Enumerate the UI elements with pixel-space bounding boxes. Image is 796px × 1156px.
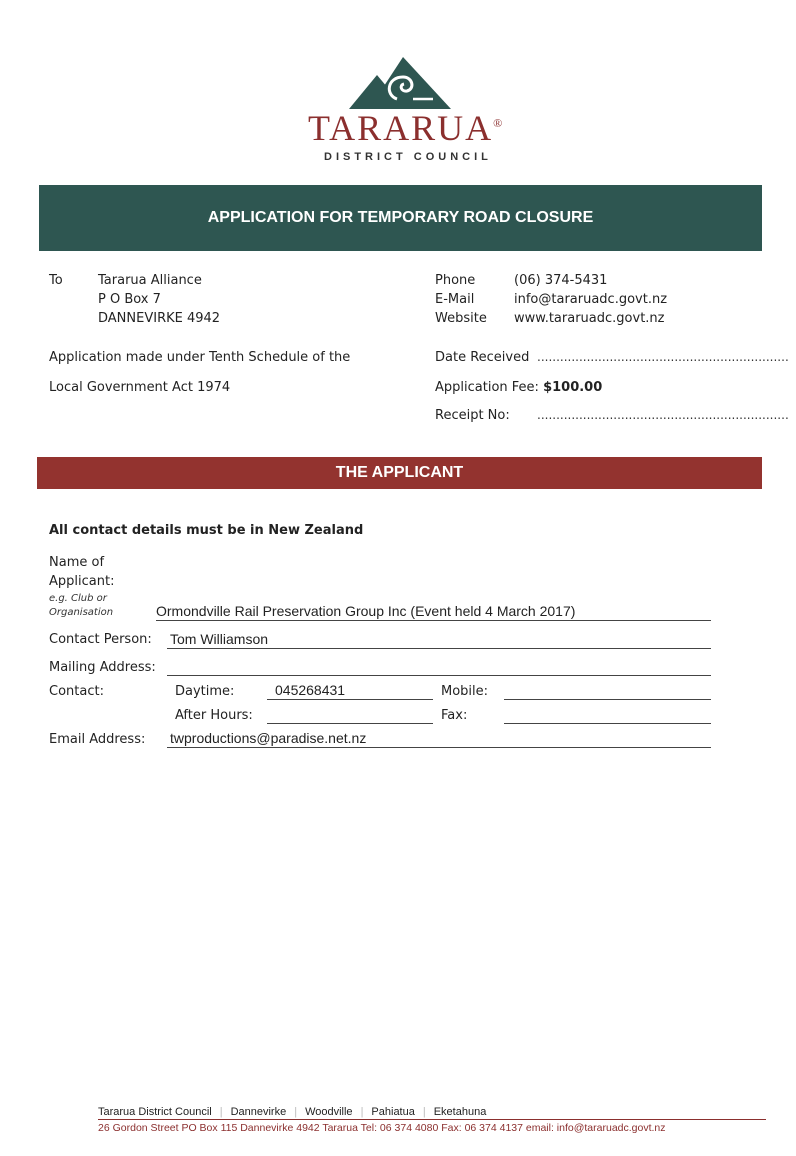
daytime-value[interactable]: 045268431 xyxy=(275,682,346,698)
name-hint-1: e.g. Club or xyxy=(49,593,107,604)
website-value: www.tararuadc.govt.nz xyxy=(514,311,665,326)
legal-line-1: Application made under Tenth Schedule of the xyxy=(49,350,351,365)
footer-org: Tararua District Council xyxy=(98,1106,212,1118)
fee-label: Application Fee: $100.00 xyxy=(435,380,603,395)
footer-town-3: Pahiatua xyxy=(371,1106,415,1118)
date-received-label: Date Received xyxy=(435,350,530,365)
phone-value: (06) 374-5431 xyxy=(514,273,608,288)
fax-line xyxy=(504,723,711,724)
to-line-1: Tararua Alliance xyxy=(98,273,202,288)
email-address-line xyxy=(167,747,711,748)
to-line-2: P O Box 7 xyxy=(98,292,161,307)
applicant-name-value[interactable]: Ormondville Rail Preservation Group Inc (Event held 4 March 2017) xyxy=(156,603,576,619)
phone-label: Phone xyxy=(435,273,476,288)
receipt-label: Receipt No: xyxy=(435,408,510,423)
logo-subtitle: DISTRICT COUNCIL xyxy=(324,151,492,163)
email-label: E-Mail xyxy=(435,292,475,307)
email-value: info@tararuadc.govt.nz xyxy=(514,292,668,307)
form-title: APPLICATION FOR TEMPORARY ROAD CLOSURE xyxy=(207,209,594,226)
name-hint-2: Organisation xyxy=(49,607,114,618)
applicant-heading: THE APPLICANT xyxy=(335,464,464,481)
footer-row-1: Tararua District Council | Dannevirke | Woodville | Pahiatua | Eketahuna xyxy=(98,1106,487,1118)
website-label: Website xyxy=(435,311,487,326)
footer-row-2: 26 Gordon Street PO Box 115 Dannevirke 4942 Tararua Tel: 06 374 4080 Fax: 06 374 4137 email: info@tararuadc.govt.nz xyxy=(98,1122,666,1134)
applicant-name-line xyxy=(156,620,711,621)
footer-town-4: Eketahuna xyxy=(433,1106,487,1118)
receipt-field[interactable]: .................................................................. xyxy=(537,408,789,422)
mailing-address-label: Mailing Address: xyxy=(49,660,156,675)
after-hours-label: After Hours: xyxy=(175,708,253,723)
name-label-1: Name of xyxy=(49,555,105,570)
footer-divider xyxy=(98,1119,766,1120)
to-label: To xyxy=(49,273,63,288)
contact-person-label: Contact Person: xyxy=(49,632,152,647)
tararua-logo-mark xyxy=(347,55,457,111)
daytime-line xyxy=(267,699,433,700)
mobile-line xyxy=(504,699,711,700)
email-address-label: Email Address: xyxy=(49,732,146,747)
name-label-2: Applicant: xyxy=(49,574,115,589)
email-address-value[interactable]: twproductions@paradise.net.nz xyxy=(170,730,367,746)
footer-town-1: Dannevirke xyxy=(230,1106,287,1118)
mobile-label: Mobile: xyxy=(441,684,489,699)
to-line-3: DANNEVIRKE 4942 xyxy=(98,311,221,326)
date-received-field[interactable]: .................................................................. xyxy=(537,350,789,364)
contact-person-value[interactable]: Tom Williamson xyxy=(170,631,269,647)
nz-contact-notice: All contact details must be in New Zealand xyxy=(49,523,364,538)
legal-line-2: Local Government Act 1974 xyxy=(49,380,231,395)
contact-person-line xyxy=(167,648,711,649)
daytime-label: Daytime: xyxy=(175,684,235,699)
footer-town-2: Woodville xyxy=(305,1106,353,1118)
logo-wordmark: TARARUA® xyxy=(308,108,505,148)
contact-label: Contact: xyxy=(49,684,104,699)
fee-value: $100.00 xyxy=(543,380,603,395)
mailing-address-line xyxy=(167,675,711,676)
fax-label: Fax: xyxy=(441,708,468,723)
applicant-band xyxy=(37,457,762,489)
after-hours-line xyxy=(267,723,433,724)
header-band xyxy=(39,185,762,251)
